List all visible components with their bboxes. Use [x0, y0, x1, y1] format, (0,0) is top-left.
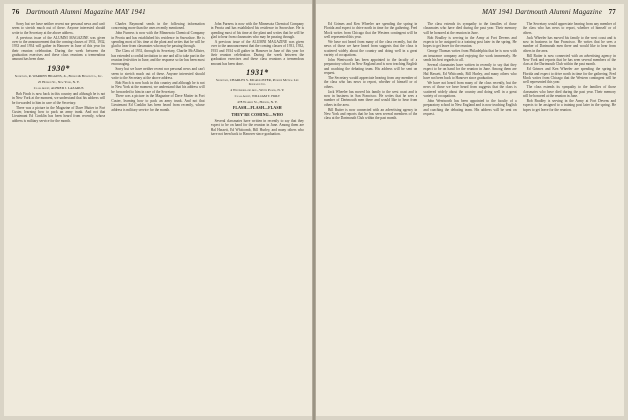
paragraph: Several classmates have written in recently to say that they expect to be on hand for the reunion in June. Among them are Hal Hassett, Ed Whitcomb, Bill Hurley, and many others who have not been back to Hanover since graduation.	[210, 119, 304, 137]
left-column-2	[111, 22, 204, 412]
paragraph: John Wentworth has been appointed to the faculty of a preparatory school in New England and is now teaching English and coaching the debating team. His address will be sent on request.	[324, 57, 418, 75]
left-page-columns	[12, 22, 304, 412]
paragraph: There was a picture in the Magazine of Dave Mutter in Fort Custer, learning how to pack an army trunk. And not that Lieutenant Ed Conklin has been heard from recently, whose address is military service for the month.	[12, 105, 106, 123]
paragraph: Bob Bradley is serving in the Army at Fort Devens and expects to be assigned to a training post later in the spring. He hopes to get leave for the reunion.	[522, 98, 616, 112]
class-1930-treasurer: Class Agent, ALFRED J. LAZARUS	[33, 86, 84, 91]
class-1931-treasurer-address: 478 Warren St., Hudson, N. Y.	[237, 100, 278, 105]
paragraph: Bill Rutter is now connected with an advertising agency in New York and reports that he has seen several members of the class at the Dartmouth Club within the past month.	[522, 53, 616, 67]
paragraph: Sorry but we have neither recent nor personal news and can't seem to stretch much out of these. Anyone interested should write to the Secretary at the above address.	[111, 67, 205, 80]
paragraph: Bob Finch is now back in this country and although he is not in New York at the moment, we understand that his address will be forwarded to him in care of the Secretary.	[12, 92, 106, 105]
paragraph: The class extends its sympathy to the families of those classmates who have died during the past year. Their memory will be honored at the reunion in June.	[423, 22, 517, 35]
paragraph: Ed Grimes and Ken Wheeler are spending the spring in Florida and expect to drive north in time for the gathering. Fred Mock writes from Chicago that the Western contingent will be well represented this year.	[522, 67, 616, 85]
left-column-3	[211, 22, 304, 412]
left-running-title: Dartmouth Alumni Magazine MAY 1941	[26, 8, 146, 16]
paragraph: A previous issue of the ALUMNI MAGAZINE was given over to the announcement that the coming classes of 1931, 1932, 1933 and 1934 will gather in Hanover in June of this year for their reunion celebration. During the week between the graduation exercises and these class reunions a tremendous amount has been done.	[210, 39, 304, 66]
paragraph: John Furness is now with the Minnesota Chemical Company in Peoria and has established his residence in Snowshoe. He is spending most of his time at the plant and writes that he will be glad to hear from classmates who may be passing through.	[111, 31, 205, 49]
right-page	[316, 4, 624, 416]
paragraph: The Secretary would appreciate hearing from any member of the class who has news to report, whether of himself or of others.	[324, 75, 418, 89]
paragraph: Bill Rutter is now connected with an advertising agency in New York and reports that he has seen several members of the class at the Dartmouth Club within the past month.	[324, 107, 418, 121]
class-1931-treasurer: Class Agent, WILLIAM T. HOLT	[234, 94, 280, 99]
class-1930-secretary: Secretary, R. WARREN HIGGINS, Jr., Benson & Benson Co., Inc.	[14, 74, 103, 79]
paragraph: George Thomas writes from Philadelphia that he is now with an insurance company and enjoying the work immensely. He sends his best regards to all.	[423, 49, 517, 62]
paragraph: Several classmates have written in recently to say that they expect to be on hand for the reunion in June. Among them are Hal Hassett, Ed Whitcomb, Bill Hurley, and many others who have not been back to Hanover since graduation.	[423, 62, 517, 80]
left-column-1	[12, 22, 105, 412]
class-1931-secretary: Secretary, CHARLES S. MCALLISTER, Phoenix Mutual Life Insurance Co.	[215, 78, 299, 87]
right-page-number: 77	[608, 8, 616, 16]
class-1930-address: 25 Hudson St., New York, N. Y.	[37, 80, 80, 85]
paragraph: The Secretary would appreciate hearing from any member of the class who has news to report, whether of himself or of others.	[522, 22, 616, 35]
right-column-2	[423, 22, 516, 412]
right-page-columns	[324, 22, 616, 412]
paragraph: Jack Wheeler has moved his family to the west coast and is now in business in San Francisco. He writes that he sees a number of Dartmouth men there and would like to hear from others in the area.	[324, 89, 418, 107]
paragraph: Ed Grimes and Ken Wheeler are spending the spring in Florida and expect to drive north in time for the gathering. Fred Mock writes from Chicago that the Western contingent will be well represented this year.	[324, 22, 418, 40]
paragraph: A previous issue of the ALUMNI MAGAZINE was given over to the announcement that the coming classes of 1931, 1932, 1933 and 1934 will gather in Hanover in June of this year for their reunion celebration. During the week between the graduation exercises and these class reunions a tremendous amount has been done.	[12, 35, 106, 62]
paragraph: Bob Bradley is serving in the Army at Fort Devens and expects to be assigned to a training post later in the spring. He hopes to get leave for the reunion.	[423, 35, 517, 49]
left-page-header	[12, 8, 304, 18]
flash-heading: FLASH—FLASH—FLASH	[232, 106, 282, 111]
paragraph: We have not heard from many of the class recently, but the news of those we have heard from suggests that the class is scattered widely about the country and doing well in a great variety of occupations.	[423, 80, 517, 98]
right-page-header	[324, 8, 616, 18]
paragraph: Charles Raymond sends in the following information concerning more than the ones recently mentioned.	[111, 22, 205, 31]
paragraph: John Furness is now with the Minnesota Chemical Company in Peoria and has established his residence in Snowshoe. He is spending most of his time at the plant and writes that he will be glad to hear from classmates who may be passing through.	[210, 22, 304, 40]
right-running-title: MAY 1941 Dartmouth Alumni Magazine	[482, 8, 602, 16]
right-column-1	[324, 22, 417, 412]
paragraph: There was a picture in the Magazine of Dave Mutter in Fort Custer, learning how to pack an army trunk. And not that Lieutenant Ed Conklin has been heard from recently, whose address is military service for the month.	[111, 94, 205, 112]
class-1930-heading: 1930*	[47, 63, 70, 73]
class-1931-address: 4 Westmoreland Ave., White Plains, N. Y.	[230, 88, 285, 93]
class-1931-heading: 1931*	[246, 68, 269, 78]
left-page-number: 76	[12, 8, 20, 16]
right-column-3	[523, 22, 616, 412]
left-page	[4, 4, 312, 416]
paragraph: Bob Finch is now back in this country and although he is not in New York at the moment, we understand that his address will be forwarded to him in care of the Secretary.	[111, 80, 205, 94]
paragraph: The Class of 1931, through its Secretary, Charlie McAllister, has extended a cordial invitation to one and all to take part in the reunion festivities in June, and the response so far has been most encouraging.	[111, 49, 205, 67]
coming-heading: THEY'RE COMING—WHO	[231, 112, 284, 117]
paragraph: Jack Wheeler has moved his family to the west coast and is now in business in San Francisco. He writes that he sees a number of Dartmouth men there and would like to hear from others in the area.	[522, 35, 616, 53]
paragraph: Sorry but we have neither recent nor personal news and can't seem to stretch much out of these. Anyone interested should write to the Secretary at the above address.	[12, 22, 106, 35]
paragraph: John Wentworth has been appointed to the faculty of a preparatory school in New England and is now teaching English and coaching the debating team. His address will be sent on request.	[423, 98, 517, 116]
paragraph: We have not heard from many of the class recently, but the news of those we have heard from suggests that the class is scattered widely about the country and doing well in a great variety of occupations.	[324, 39, 418, 57]
paragraph: The class extends its sympathy to the families of those classmates who have died during the past year. Their memory will be honored at the reunion in June.	[522, 85, 616, 98]
